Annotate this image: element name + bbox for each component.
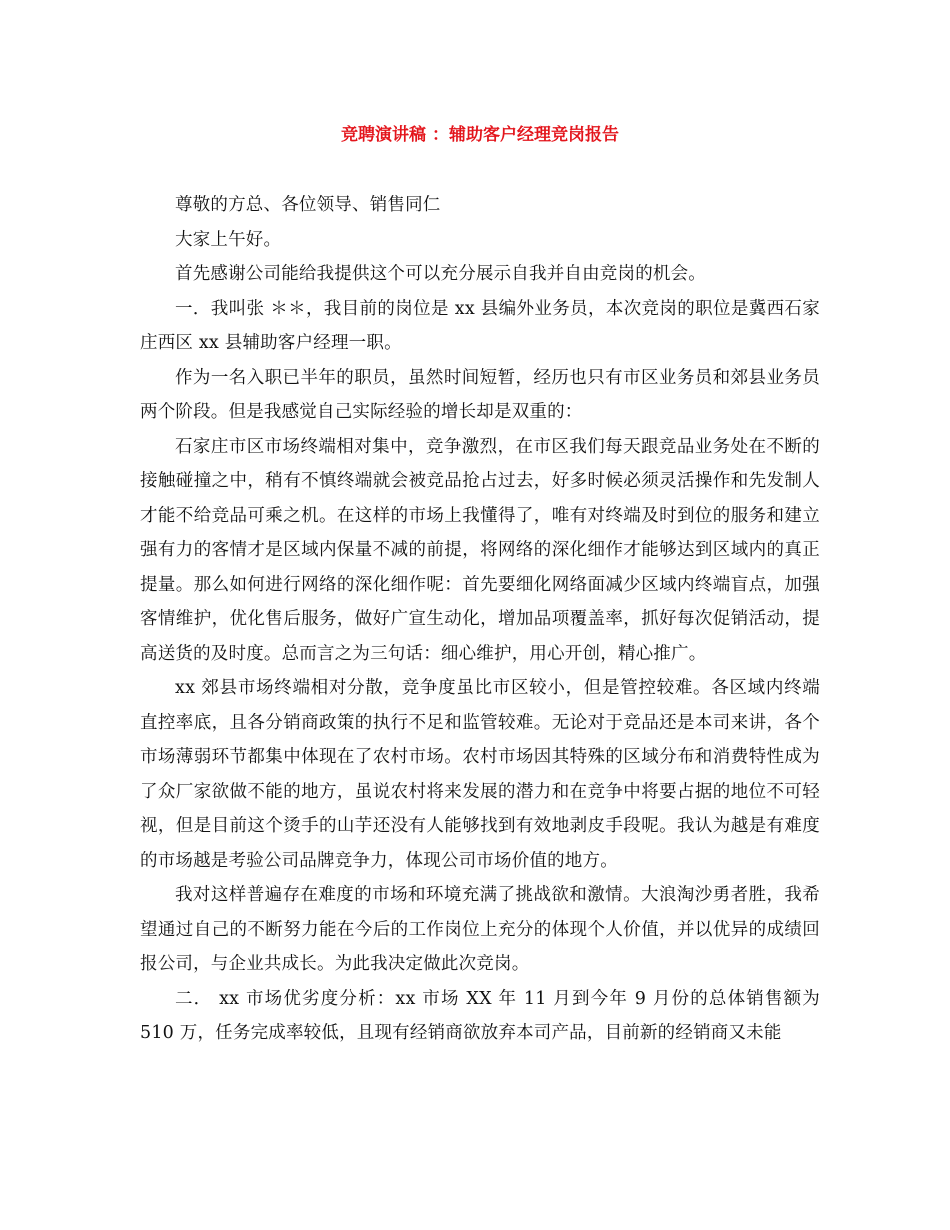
paragraph-experience: 作为一名入职已半年的职员，虽然时间短暂，经历也只有市区业务员和郊县业务员两个阶段。但是我感觉自己实际经验的增长却是双重的： <box>140 367 820 422</box>
paragraph-introduction: 一．我叫张 ＊＊，我目前的岗位是 xx 县编外业务员，本次竞岗的职位是冀西石家庄西区 xx 县辅助客户经理一职。 <box>140 298 820 353</box>
paragraph-greeting: 大家上午好。 <box>175 229 282 250</box>
paragraph-market-analysis: 二． xx 市场优劣度分析：xx 市场 XX 年 11 月到今年 9 月份的总体销售额为 510 万，任务完成率较低，且现有经销商欲放弃本司产品，目前新的经销商又未能 <box>140 988 820 1043</box>
paragraph-suburban-market: xx 郊县市场终端相对分散，竞争度虽比市区较小，但是管控较难。各区域内终端直控率底，且各分销商政策的执行不足和监管较难。无论对于竞品还是本司来讲，各个市场薄弱环节都集中体现在了农村市场。农村市场因其特殊的区域分布和消费特性成为了众厂家欲做不能的地方，虽说农村将来发展的潜力和在竞争中将要占据的地位不可轻视，但是目前这个烫手的山芋还没有人能够找到有效地剥皮手段呢。我认为越是有难度的市场越是考验公司品牌竞争力，体现公司市场价值的地方。 <box>140 678 820 871</box>
document-title: 竞聘演讲稿 ：辅助客户经理竞岗报告 <box>341 125 619 145</box>
paragraph-thanks: 首先感谢公司能给我提供这个可以充分展示自我并自由竞岗的机会。 <box>175 264 706 284</box>
paragraph-urban-market: 石家庄市区市场终端相对集中，竞争激烈，在市区我们每天跟竞品业务处在不断的接触碰撞之中，稍有不慎终端就会被竞品抢占过去，好多时候必须灵活操作和先发制人才能不给竞品可乘之机。在这样的市场上我懂得了，唯有对终端及时到位的服务和建立强有力的客情才是区域内保量不减的前提，将网络的深化细作才能够达到区域内的真正提量。那么如何进行网络的深化细作呢：首先要细化网络面减少区域内终端盲点，加强客情维护，优化售后服务，做好广宣生动化，增加品项覆盖率，抓好每次促销活动，提高送货的及时度。总而言之为三句话：细心维护，用心开创，精心推广。 <box>140 436 820 664</box>
paragraph-motivation: 我对这样普遍存在难度的市场和环境充满了挑战欲和激情。大浪淘沙勇者胜，我希望通过自己的不断努力能在今后的工作岗位上充分的体现个人价值，并以优异的成绩回报公司，与企业共成长。为此我决定做此次竞岗。 <box>140 885 820 974</box>
document-body <box>140 188 820 1051</box>
paragraph-salutation: 尊敬的方总、各位领导、销售同仁 <box>175 195 441 215</box>
